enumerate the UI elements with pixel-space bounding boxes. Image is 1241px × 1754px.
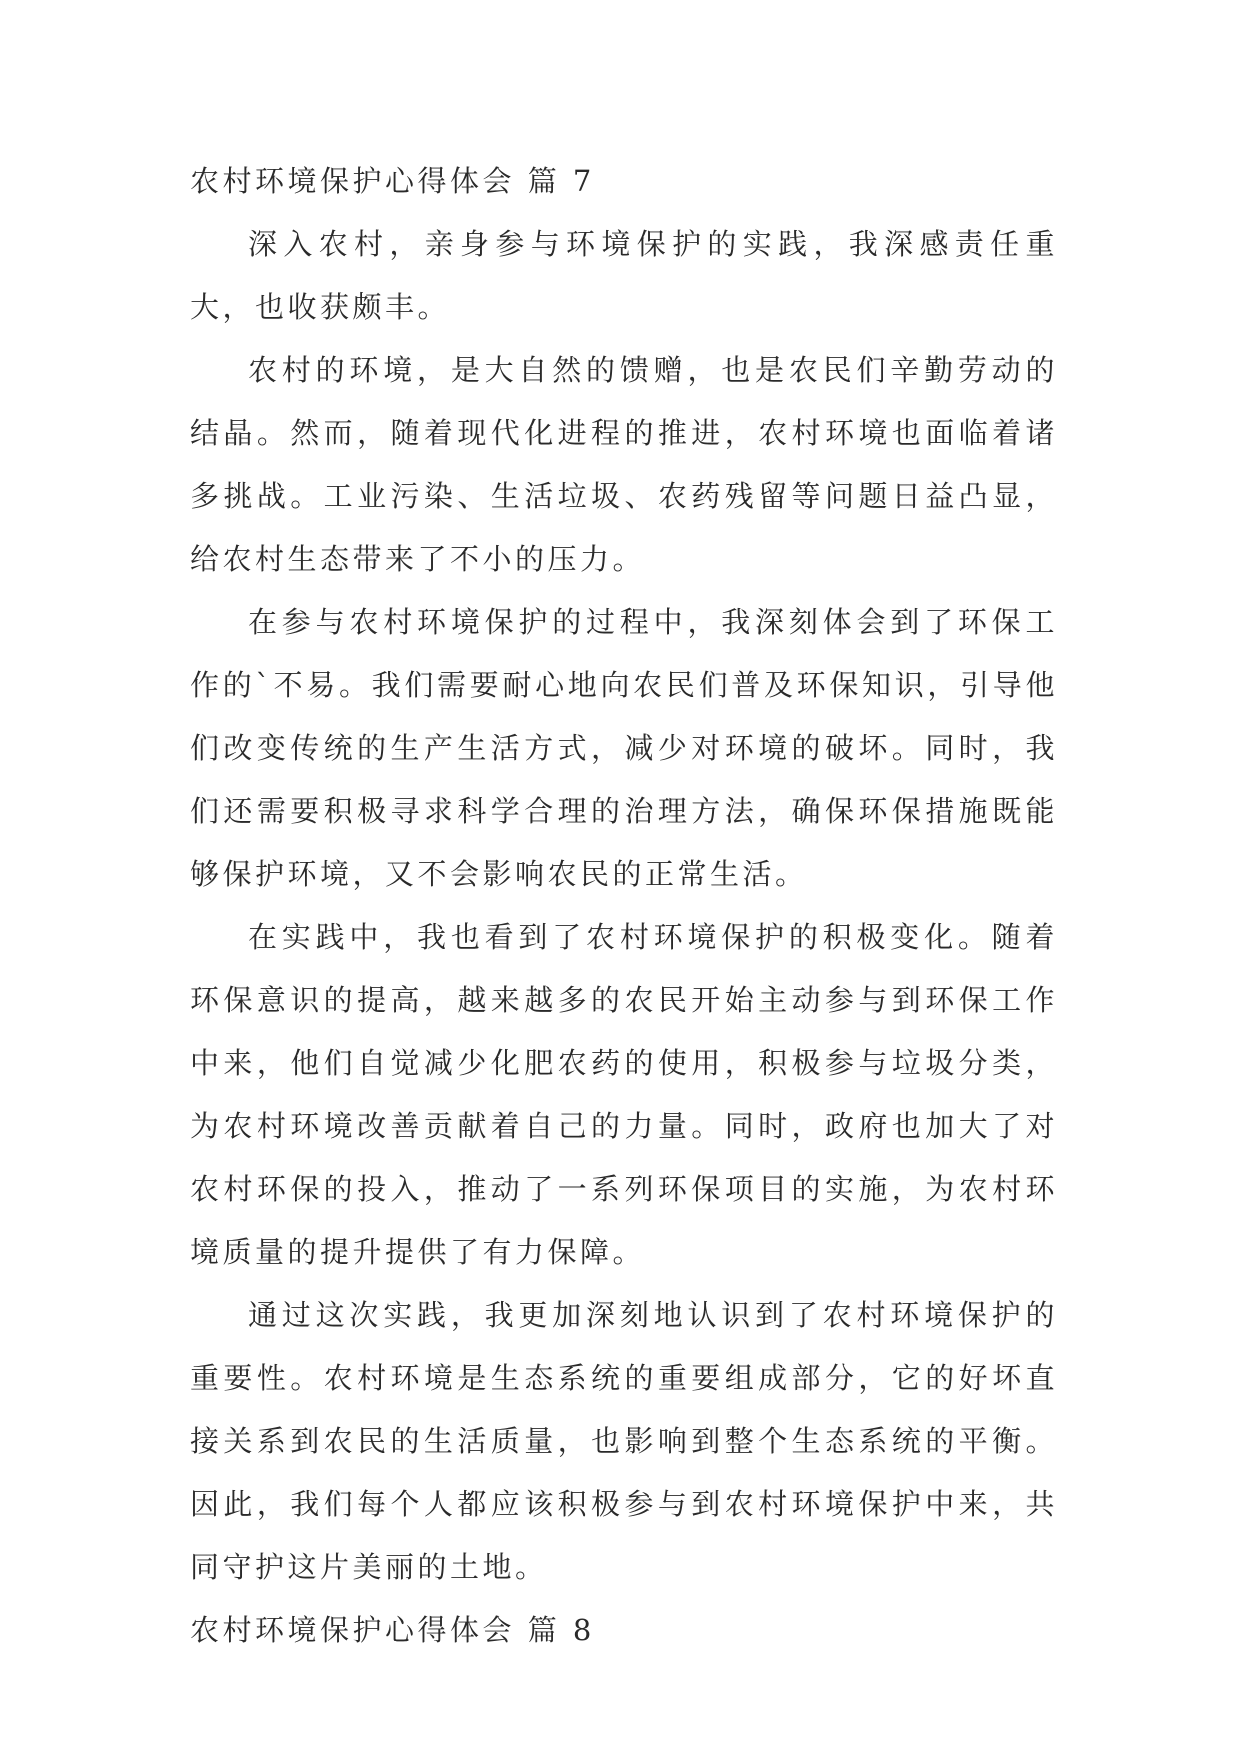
- paragraph-4: 在实践中，我也看到了农村环境保护的积极变化。随着环保意识的提高，越来越多的农民开始主动参与到环保工作中来，他们自觉减少化肥农药的使用，积极参与垃圾分类，为农村环境改善贡献着自己的力量。同时，政府也加大了对农村环保的投入，推动了一系列环保项目的实施，为农村环境质量的提升提供了有力保障。: [190, 920, 1058, 1269]
- paragraph-2: 农村的环境，是大自然的馈赠，也是农民们辛勤劳动的结晶。然而，随着现代化进程的推进，农村环境也面临着诸多挑战。工业污染、生活垃圾、农药残留等问题日益凸显，给农村生态带来了不小的压力。: [190, 353, 1058, 576]
- section-heading-7: 农村环境保护心得体会 篇 7: [190, 164, 595, 198]
- paragraph-3: 在参与农村环境保护的过程中，我深刻体会到了环保工作的`不易。我们需要耐心地向农民们普及环保知识，引导他们改变传统的生产生活方式，减少对环境的破坏。同时，我们还需要积极寻求科学合理的治理方法，确保环保措施既能够保护环境，又不会影响农民的正常生活。: [190, 605, 1058, 891]
- section-heading-8: 农村环境保护心得体会 篇 8: [190, 1613, 595, 1647]
- paragraph-5: 通过这次实践，我更加深刻地认识到了农村环境保护的重要性。农村环境是生态系统的重要组成部分，它的好坏直接关系到农民的生活质量，也影响到整个生态系统的平衡。因此，我们每个人都应该积极参与到农村环境保护中来，共同守护这片美丽的土地。: [190, 1298, 1058, 1584]
- document-body: [190, 150, 1058, 1662]
- paragraph-1: 深入农村，亲身参与环境保护的实践，我深感责任重大，也收获颇丰。: [190, 227, 1058, 324]
